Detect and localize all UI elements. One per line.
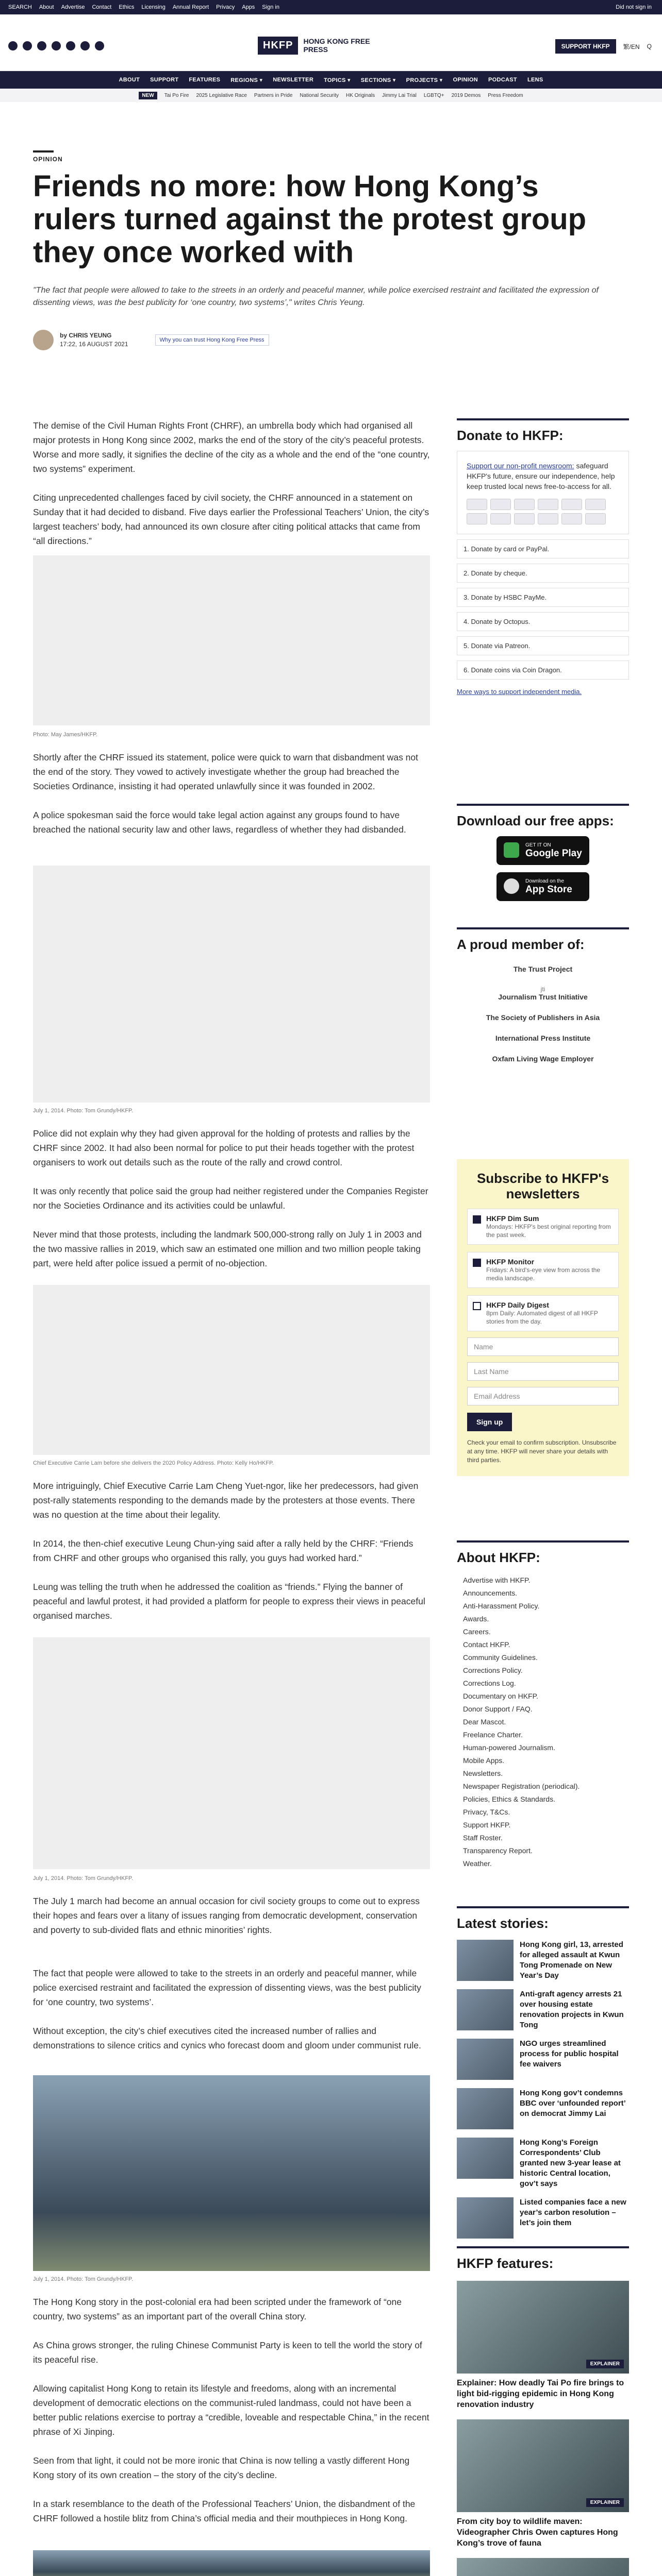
story-headline[interactable]: Anti-graft agency arrests 21 over housing estate renovation projects in Kwun Tong — [520, 1990, 624, 2029]
youtube-icon[interactable] — [66, 41, 75, 50]
newsletter-title: HKFP Daily Digest — [486, 1301, 549, 1309]
about-link[interactable]: Advertise with HKFP. — [463, 1576, 531, 1584]
utility-signin[interactable]: Sign in — [262, 4, 279, 10]
google-play-badge[interactable] — [496, 836, 589, 865]
story-headline[interactable]: Hong Kong girl, 13, arrested for alleged assault at Kwun Tong Promenade on New Year’s Day — [520, 1940, 623, 1980]
utility-privacy[interactable]: Privacy — [216, 4, 235, 10]
latest-list — [457, 1940, 629, 2239]
about-link[interactable]: Corrections Log. — [463, 1679, 516, 1687]
donate-option[interactable]: 2. Donate by cheque. — [457, 564, 629, 583]
facebook-icon[interactable] — [8, 41, 18, 50]
utility-ethics[interactable]: Ethics — [119, 4, 135, 10]
story-thumbnail[interactable] — [457, 2088, 514, 2129]
newsletter-option[interactable] — [467, 1295, 619, 1331]
about-link[interactable]: Staff Roster. — [463, 1834, 503, 1842]
article-image-placeholder — [33, 866, 430, 1103]
member-org-name: International Press Institute — [495, 1034, 591, 1042]
publish-date: 17:22, 16 AUGUST 2021 — [60, 341, 128, 348]
member-org[interactable] — [457, 1055, 629, 1063]
article-paragraph: Leung was telling the truth when he addressed the coalition as “friends.” Flying the banner of peaceful and lawful protest, it had provided a platform for people to express their views in peaceful organised marches. — [33, 1582, 425, 1621]
mastercard-icon — [467, 499, 487, 510]
apple-icon — [504, 878, 519, 894]
donate-lead — [467, 461, 619, 492]
utility-about[interactable]: About — [39, 4, 54, 10]
article-paragraph: The fact that people were allowed to take to the streets in an orderly and peaceful manner, while police exercised restraint and facilitated the expression of dissenting views, was the best publicity for ‘one country, two systems’. — [33, 1968, 421, 2007]
about-widget — [457, 1540, 629, 1870]
about-heading: About HKFP: — [457, 1540, 629, 1566]
feature-tag: EXPLAINER — [586, 2498, 624, 2507]
donate-box — [457, 451, 629, 534]
utility-search[interactable]: SEARCH — [8, 4, 32, 10]
feature-tag: EXPLAINER — [586, 2360, 624, 2368]
newsletter-desc: Fridays: A bird's-eye view from across the media landscape. — [486, 1266, 601, 1282]
more-ways-link[interactable]: More ways to support independent media. — [457, 688, 582, 696]
trending-item[interactable]: LGBTQ+ — [423, 92, 444, 98]
nav-topics[interactable]: TOPICS ▾ — [324, 77, 351, 83]
threads-icon[interactable] — [52, 41, 61, 50]
checkbox-checked[interactable] — [473, 1215, 481, 1224]
email-field[interactable]: Email Address — [467, 1387, 619, 1405]
section-rule — [33, 150, 54, 152]
article-paragraph: Seen from that light, it could not be more ironic that China is now telling a vastly different Hong Kong story of its own creation – the story of the city’s decline. — [33, 2455, 410, 2480]
donate-widget — [457, 418, 629, 696]
story-headline[interactable]: Hong Kong gov’t condemns BBC over ‘unfounded report’ on democrat Jimmy Lai — [520, 2089, 626, 2118]
about-link[interactable]: Announcements. — [463, 1589, 518, 1597]
latest-widget — [457, 1906, 629, 2239]
main-nav — [0, 71, 662, 89]
paypal-icon — [538, 499, 558, 510]
feature-card[interactable] — [457, 2281, 629, 2410]
donate-heading: Donate to HKFP: — [457, 418, 629, 444]
article-image-placeholder — [33, 1637, 430, 1869]
article-paragraph: Police did not explain why they had given approval for the holding of protests and rallies by the CHRF since 2002. It had also been normal for police to put their heads together with the protest organisers to work out details such as the route of the rally and crowd control. — [33, 1128, 415, 1167]
trending-item[interactable]: Press Freedom — [488, 92, 523, 98]
member-heading: A proud member of: — [457, 927, 629, 953]
googlepay-icon — [585, 499, 606, 510]
article-paragraph: In a stark resemblance to the death of the Professional Teachers’ Union, the disbandment of the CHRF followed a hostile blitz from China’s official media and their mouthpieces in Hong Kong. — [33, 2499, 416, 2523]
apps-widget — [457, 804, 629, 901]
nav-newsletter[interactable]: NEWSLETTER — [273, 77, 314, 83]
article-title: Friends no more: how Hong Kong’s rulers turned against the protest group they once worked with — [33, 170, 587, 269]
story-headline[interactable]: Listed companies face a new year’s carbon resolution – let’s join them — [520, 2198, 626, 2227]
member-widget — [457, 927, 629, 1063]
nav-lens[interactable]: LENS — [527, 77, 543, 83]
support-button[interactable]: SUPPORT HKFP — [555, 39, 616, 54]
patreon-icon — [561, 513, 582, 524]
member-org-name: Journalism Trust Initiative — [498, 993, 588, 1001]
jcb-icon — [467, 513, 487, 524]
about-link[interactable]: Mobile Apps. — [463, 1756, 505, 1765]
about-link[interactable]: Newspaper Registration (periodical). — [463, 1782, 580, 1790]
feature-headline[interactable]: From city boy to wildlife maven: Videographer Chris Owen captures Hong Kong’s trove of fauna — [457, 2517, 618, 2548]
story-headline[interactable]: NGO urges streamlined process for public hospital fee waivers — [520, 2039, 619, 2069]
newsletter-desc: Mondays: HKFP's best original reporting from the past week. — [486, 1223, 611, 1239]
telegram-icon[interactable] — [95, 41, 104, 50]
features-list — [457, 2281, 629, 2576]
utility-apps[interactable]: Apps — [242, 4, 255, 10]
features-heading: HKFP features: — [457, 2246, 629, 2272]
nav-projects[interactable]: PROJECTS ▾ — [406, 77, 443, 83]
about-links — [457, 1574, 629, 1870]
about-link[interactable]: Careers. — [463, 1628, 491, 1636]
feature-image[interactable] — [457, 2419, 629, 2512]
app-store-label: App Store — [525, 884, 572, 895]
article-paragraph: More intriguingly, Chief Executive Carrie Lam Cheng Yuet-ngor, like her predecessors, had given post-rally statements responding to the demands made by the protesters at those events. There was no question at the time about their legality. — [33, 1481, 419, 1520]
newsletter-heading: Subscribe to HKFP's newsletters — [476, 1171, 609, 1201]
trending-item[interactable]: HK Originals — [345, 92, 375, 98]
newsletter-title: HKFP Monitor — [486, 1258, 535, 1266]
mail-icon[interactable] — [80, 41, 90, 50]
article-paragraph: Allowing capitalist Hong Kong to retain its lifestyle and freedoms, along with an incremental development of democratic elections on the communist-ruled landmass, could not have been a better public relations exercise to portray a “credible, loveable and respectable China,” in the recent phrase of Xi Jinping. — [33, 2383, 429, 2437]
google-play-small: GET IT ON — [525, 842, 551, 848]
article-paragraph: Never mind that those protests, including the landmark 500,000-strong rally on July 1 in 2003 and the two massive rallies in 2019, which saw an estimated one million and two million people taking part, were held after police issued a permit of no-objection. — [33, 1229, 422, 1268]
latest-story[interactable] — [457, 1940, 629, 1981]
nav-podcast[interactable]: PODCAST — [488, 77, 517, 83]
newsletter-desc: 8pm Daily: Automated digest of all HKFP stories from the day. — [486, 1310, 598, 1325]
x-icon[interactable] — [23, 41, 32, 50]
image-caption: Photo: May James/HKFP. — [33, 732, 98, 738]
story-thumbnail[interactable] — [457, 2039, 514, 2080]
image-caption: July 1, 2014. Photo: Tom Grundy/HKFP. — [33, 1108, 134, 1114]
trending-nav — [0, 89, 662, 102]
trending-item[interactable]: Jimmy Lai Trial — [382, 92, 417, 98]
donate-option[interactable]: 3. Donate by HSBC PayMe. — [457, 588, 629, 607]
logo-mark: HKFP — [258, 37, 298, 55]
donate-option[interactable]: 6. Donate coins via Coin Dragon. — [457, 660, 629, 680]
last-name-field[interactable]: Last Name — [467, 1362, 619, 1381]
byline — [33, 330, 269, 350]
member-org-name: The Trust Project — [513, 965, 573, 973]
newsletter-fineprint: Check your email to confirm subscription. Unsubscribe at any time. HKFP will never share your details with third parties. — [467, 1439, 617, 1464]
newsletter-widget — [457, 1159, 629, 1476]
donate-lead-link[interactable]: Support our non-profit newsroom: — [467, 462, 574, 470]
about-link[interactable]: Human-powered Journalism. — [463, 1743, 555, 1752]
article-standfirst: "The fact that people were allowed to take to the streets in an orderly and peaceful manner, while police exercised restraint and facilitated the expression of dissenting views, was the best publicity for ‘one country, two systems’," writes Chris Yeung. — [33, 286, 599, 307]
instagram-icon[interactable] — [37, 41, 46, 50]
feature-image[interactable] — [457, 2281, 629, 2374]
member-org-name: The Society of Publishers in Asia — [486, 1013, 600, 1022]
features-widget — [457, 2246, 629, 2576]
article-photo — [33, 2550, 430, 2576]
utility-advertise[interactable]: Advertise — [61, 4, 85, 10]
new-badge: NEW — [139, 92, 157, 99]
article-image-placeholder — [33, 1285, 430, 1455]
apps-heading: Download our free apps: — [457, 804, 629, 829]
article-paragraph: The demise of the Civil Human Rights Front (CHRF), an umbrella body which had organised all major protests in Hong Kong since 2002, marks the end of the story of the city’s peaceful protests. Worse and more sadly, it signifies the decline of the city as a whole and the end of the “one country, two systems” experiment. — [33, 420, 430, 474]
about-link[interactable]: Newsletters. — [463, 1769, 503, 1777]
latest-story[interactable] — [457, 2039, 629, 2080]
trending-item[interactable]: Partners in Pride — [254, 92, 293, 98]
article-photo — [33, 2075, 430, 2271]
article-paragraph: A police spokesman said the force would take legal action against any groups found to have breached the national security law and other laws, regardless of whether they had disbanded. — [33, 810, 406, 835]
about-link[interactable]: Contact HKFP. — [463, 1640, 510, 1649]
about-link[interactable]: Community Guidelines. — [463, 1653, 538, 1662]
story-thumbnail[interactable] — [457, 2138, 514, 2179]
donate-option[interactable]: 5. Donate via Patreon. — [457, 636, 629, 655]
article-paragraph: It was only recently that police said the group had neither registered under the Companies Register nor the Societies Ordinance and its activities could be unlawful. — [33, 1186, 428, 1211]
latest-story[interactable] — [457, 2197, 629, 2239]
google-play-icon — [504, 842, 519, 858]
about-link[interactable]: Freelance Charter. — [463, 1731, 523, 1739]
about-link[interactable]: Dear Mascot. — [463, 1718, 506, 1726]
story-thumbnail[interactable] — [457, 1940, 514, 1981]
section-label[interactable]: OPINION — [33, 156, 63, 163]
utility-right — [616, 4, 652, 10]
feature-card[interactable] — [457, 2419, 629, 2549]
image-caption: Chief Executive Carrie Lam before she delivers the 2020 Policy Address. Photo: Kelly Ho/HKFP. — [33, 1460, 274, 1466]
about-link[interactable]: Donor Support / FAQ. — [463, 1705, 533, 1713]
utility-contact[interactable]: Contact — [92, 4, 112, 10]
trending-item[interactable]: Tai Po Fire — [164, 92, 189, 98]
logo-wordmark: HONG KONG FREE PRESS — [303, 37, 370, 54]
latest-story[interactable] — [457, 2138, 629, 2189]
about-link[interactable]: Transparency Report. — [463, 1846, 533, 1855]
story-headline[interactable]: Hong Kong’s Foreign Correspondents’ Club granted new 3-year lease at historic Central location, gov’t says — [520, 2138, 621, 2188]
utility-annual-report[interactable]: Annual Report — [172, 4, 209, 10]
about-link[interactable]: Privacy, T&Cs. — [463, 1808, 510, 1816]
utility-links — [8, 4, 279, 10]
article-paragraph: Citing unprecedented challenges faced by civil society, the CHRF announced in a statement on Sunday that it had decided to disband. Five days earlier the Professional Teachers’ Union, the city’s largest teachers’ body, had announced its own closure after citing political attacks that came from “all directions.” — [33, 493, 429, 546]
cheque-icon — [585, 513, 606, 524]
donate-lead-text: safeguard HKFP's future, ensure our independence, help keep trusted local news free-to-access for all. — [467, 462, 615, 490]
article-paragraph: In 2014, the then-chief executive Leung Chun-ying said after a rally held by the CHRF: “Friends from CHRF and other groups who organised this rally, you guys had worked hard.” — [33, 1538, 413, 1563]
latest-story[interactable] — [457, 2088, 629, 2129]
language-toggle[interactable]: 繁/EN — [623, 43, 640, 50]
story-thumbnail[interactable] — [457, 1989, 514, 2030]
newsletter-title: HKFP Dim Sum — [486, 1214, 539, 1223]
utility-licensing[interactable]: Licensing — [141, 4, 166, 10]
author-avatar — [33, 330, 54, 350]
search-icon[interactable]: Q — [647, 43, 652, 50]
checkbox-checked[interactable] — [473, 1259, 481, 1267]
article-paragraph: Shortly after the CHRF issued its statement, police were quick to warn that disbandment was not the end of the story. They vowed to actively investigate whether the group had breached the Societies Ordinance, insisting it had operated unlawfully since it was founded in 2002. — [33, 752, 419, 791]
nav-regions[interactable]: REGIONS ▾ — [230, 77, 263, 83]
nav-features[interactable]: FEATURES — [189, 77, 221, 83]
payment-icons — [467, 499, 619, 524]
site-logo[interactable] — [258, 33, 412, 58]
utility-bar — [0, 0, 662, 14]
latest-story[interactable] — [457, 1989, 629, 2030]
nav-sections[interactable]: SECTIONS ▾ — [360, 77, 396, 83]
google-play-label: Google Play — [525, 848, 582, 859]
article-paragraph: The July 1 march had become an annual occasion for civil society groups to come out to express their hopes and fears over a litany of issues ranging from democratic development, conservation and poverty to sub-divided flats and ethnic minorities’ rights. — [33, 1896, 420, 1935]
trending-item[interactable]: National Security — [300, 92, 339, 98]
signup-button[interactable]: Sign up — [467, 1413, 512, 1431]
donate-option[interactable]: 4. Donate by Octopus. — [457, 612, 629, 631]
nav-about[interactable]: ABOUT — [119, 77, 140, 83]
member-org[interactable] — [457, 1034, 629, 1042]
feature-image[interactable] — [457, 2558, 629, 2576]
member-org[interactable] — [457, 1013, 629, 1022]
article-paragraph: Without exception, the city’s chief executives cited the increased number of rallies and demonstrations to silence critics and cynics who forecast doom and gloom under communist rule. — [33, 2026, 421, 2050]
about-link[interactable]: Policies, Ethics & Standards. — [463, 1795, 555, 1803]
trending-item[interactable]: 2025 Legislative Race — [196, 92, 247, 98]
unionpay-icon — [490, 513, 511, 524]
header-actions — [555, 39, 652, 54]
member-org[interactable] — [457, 965, 629, 973]
name-field[interactable]: Name — [467, 1337, 619, 1356]
about-link[interactable]: Awards. — [463, 1615, 489, 1623]
about-link[interactable]: Weather. — [463, 1859, 492, 1868]
article-paragraph: The Hong Kong story in the post-colonial era had been scripted under the framework of “one country, two systems” as an important part of the overall China story. — [33, 2297, 402, 2321]
nav-support[interactable]: SUPPORT — [150, 77, 179, 83]
member-org-name: Oxfam Living Wage Employer — [492, 1055, 594, 1063]
article-image-placeholder — [33, 555, 430, 725]
about-link[interactable]: Documentary on HKFP. — [463, 1692, 539, 1700]
nav-opinion[interactable]: OPINION — [453, 77, 478, 83]
feature-headline[interactable]: Explainer: How deadly Tai Po fire brings to light bid-rigging epidemic in Hong Kong renovation industry — [457, 2379, 624, 2409]
about-link[interactable]: Corrections Policy. — [463, 1666, 523, 1674]
story-thumbnail[interactable] — [457, 2197, 514, 2239]
checkbox-unchecked[interactable] — [473, 1302, 481, 1310]
octopus-icon — [538, 513, 558, 524]
about-link[interactable]: Anti-Harassment Policy. — [463, 1602, 540, 1610]
visa-icon — [490, 499, 511, 510]
app-store-badge[interactable] — [496, 872, 589, 901]
image-caption: July 1, 2014. Photo: Tom Grundy/HKFP. — [33, 2276, 134, 2282]
newsletter-option[interactable] — [467, 1252, 619, 1288]
site-header — [0, 14, 662, 71]
amex-icon — [514, 499, 535, 510]
payme-icon — [514, 513, 535, 524]
trust-link[interactable]: Why you can trust Hong Kong Free Press — [155, 334, 269, 346]
article-paragraph: As China grows stronger, the ruling Chinese Communist Party is keen to tell the world the story of its peaceful rise. — [33, 2340, 422, 2365]
author-name[interactable]: by CHRIS YEUNG — [60, 332, 112, 339]
newsletter-option[interactable] — [467, 1209, 619, 1245]
applepay-icon — [561, 499, 582, 510]
member-org-abbr: jti — [540, 986, 545, 993]
member-org[interactable] — [457, 986, 629, 1001]
app-store-small: Download on the — [525, 878, 565, 884]
feature-card[interactable] — [457, 2558, 629, 2576]
author-info — [60, 331, 128, 349]
latest-heading: Latest stories: — [457, 1906, 629, 1931]
image-caption: July 1, 2014. Photo: Tom Grundy/HKFP. — [33, 1875, 134, 1882]
about-link[interactable]: Support HKFP. — [463, 1821, 511, 1829]
donate-option[interactable]: 1. Donate by card or PayPal. — [457, 539, 629, 558]
social-icons — [8, 41, 104, 50]
trending-item[interactable]: 2019 Demos — [451, 92, 481, 98]
utility-status: Did not sign in — [616, 4, 652, 10]
